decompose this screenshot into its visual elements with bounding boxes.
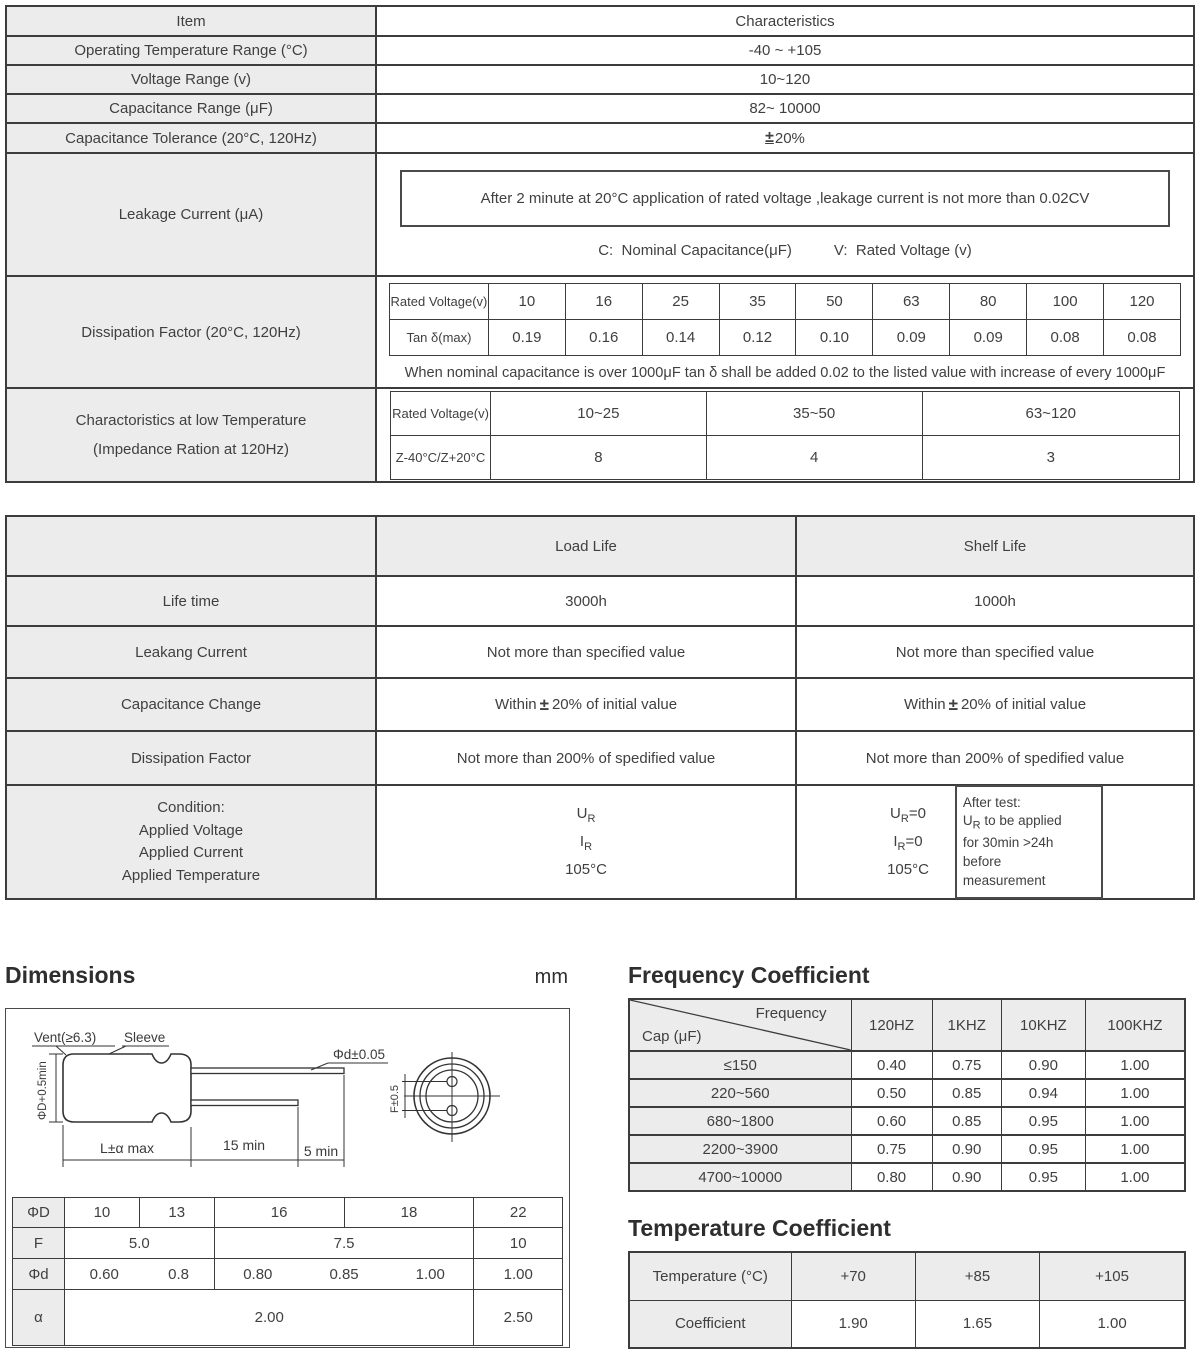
sleeve-label: Sleeve <box>124 1030 166 1045</box>
voltage-cell: 100 <box>1027 284 1104 320</box>
row-label-cell <box>7 37 377 64</box>
condition-line: Applied Current <box>138 844 244 861</box>
sleeve-leader-line <box>109 1046 126 1054</box>
row-label-cell <box>7 95 377 122</box>
temperature-header-row <box>629 1252 1185 1300</box>
capacitance-change-row <box>7 677 1193 730</box>
impedance-cell: 8 <box>491 435 707 479</box>
leakage-row <box>7 625 1193 677</box>
shelf-life-header-cell <box>797 517 1193 575</box>
frequency-col-header: 1KHZ <box>932 999 1001 1051</box>
plus-minus-symbol: ± <box>765 129 774 146</box>
shelf-value: Not more than specified value <box>895 643 1095 661</box>
coefficient-cell: 1.90 <box>791 1300 915 1348</box>
coef-cell: 0.75 <box>851 1135 932 1163</box>
condition-line: Applied Temperature <box>121 866 261 884</box>
header-item-cell <box>7 7 377 35</box>
alpha-cell: 2.00 <box>65 1290 474 1346</box>
load-value: Not more than specified value <box>486 643 686 661</box>
frequency-col-header: 120HZ <box>851 999 932 1051</box>
corner-frequency-label: Frequency <box>755 1005 827 1022</box>
diameter-cell: 18 <box>344 1198 474 1228</box>
life-header-empty-cell <box>7 517 377 575</box>
body-diameter-label: ΦD+0.5min <box>37 1061 49 1120</box>
tan-cell: 0.08 <box>1104 320 1181 356</box>
plus-minus-symbol: ± <box>539 694 549 714</box>
tip-min-label: 5 min <box>303 1143 339 1159</box>
applied-voltage-value <box>887 801 929 829</box>
impedance-cell: 3 <box>922 435 1180 479</box>
pitch-cell: 10 <box>474 1228 563 1259</box>
lead-diameter-label: Φd±0.05 <box>333 1047 385 1062</box>
range-cell: 63~120 <box>922 391 1180 435</box>
dissipation-row <box>7 730 1193 784</box>
voltage-cell: 63 <box>873 284 950 320</box>
coef-cell: 0.50 <box>851 1079 932 1107</box>
dimensions-section <box>5 962 570 1348</box>
tan-cell: 0.08 <box>1027 320 1104 356</box>
row-value-cell <box>377 66 1193 93</box>
lead-dia-row <box>13 1259 563 1290</box>
frequency-col-header: 100KHZ <box>1085 999 1185 1051</box>
row-label: Dissipation Factor <box>130 749 252 767</box>
coef-cell: 0.90 <box>932 1163 1001 1191</box>
cap-range-cell: 220~560 <box>629 1079 851 1107</box>
low-temperature-row <box>7 387 1193 481</box>
load-value-cell <box>377 577 797 625</box>
lead-dia-value: 1.00 <box>474 1259 563 1290</box>
diameter-cell: 16 <box>214 1198 344 1228</box>
cap-change-pre: Within <box>903 696 946 713</box>
coef-cell: 0.40 <box>851 1051 932 1079</box>
tan-cell: 0.09 <box>873 320 950 356</box>
capacitor-body-outline <box>63 1054 191 1122</box>
frequency-data-row <box>629 1051 1185 1079</box>
lead-dia-value: 0.85 <box>329 1265 359 1283</box>
coef-cell: 1.00 <box>1085 1079 1185 1107</box>
lead-dia-group2 <box>214 1259 474 1290</box>
row-label: Capacitance Range (μF) <box>109 100 273 117</box>
row-label-cell <box>7 732 377 784</box>
tolerance-row <box>7 122 1193 152</box>
coef-cell: 0.60 <box>851 1107 932 1135</box>
coefficient-cell: 1.00 <box>1040 1300 1185 1348</box>
row-label-cell <box>7 577 377 625</box>
corner-cap-label: Cap (μF) <box>642 1028 702 1045</box>
coef-cell: 0.80 <box>851 1163 932 1191</box>
leakage-note-text: After 2 minute at 20°C application of rated voltage ,leakage current is not more than 0.02CV <box>480 190 1090 207</box>
row-value-cell <box>377 124 1193 152</box>
coef-cell: 0.94 <box>1001 1079 1085 1107</box>
row-value: 82~ 10000 <box>749 100 821 117</box>
load-life-header-cell <box>377 517 797 575</box>
voltage-cell: 35 <box>719 284 796 320</box>
table-row <box>7 93 1193 122</box>
frequency-data-row <box>629 1107 1185 1135</box>
tan-cell: 0.19 <box>488 320 565 356</box>
row-value-cell <box>377 37 1193 64</box>
pitch-row <box>13 1228 563 1259</box>
header-item-label: Item <box>176 12 206 30</box>
shelf-value: 1000h <box>974 592 1016 610</box>
diameter-row <box>13 1198 563 1228</box>
life-header-row <box>7 517 1193 575</box>
condition-row <box>7 784 1193 898</box>
i-subscript: R <box>897 840 906 853</box>
coefficient-cell: 1.65 <box>915 1300 1039 1348</box>
life-time-row <box>7 575 1193 625</box>
vent-label: Vent(≥6.3) <box>34 1030 97 1045</box>
row-label: Dissipation Factor (20°C, 120Hz) <box>81 323 301 341</box>
range-cell: 10~25 <box>491 391 707 435</box>
alpha-head: α <box>13 1290 65 1346</box>
after-test-note-box <box>955 785 1103 899</box>
dissipation-tan-row <box>390 320 1181 356</box>
frequency-col-header: 10KHZ <box>1001 999 1085 1051</box>
u-subscript: R <box>587 812 596 825</box>
pitch-cell: 5.0 <box>65 1228 215 1259</box>
coef-cell: 0.95 <box>1001 1107 1085 1135</box>
leakage-current-row <box>7 152 1193 275</box>
life-table <box>5 515 1195 900</box>
table-row <box>7 64 1193 93</box>
u-subscript: R <box>972 820 981 833</box>
coef-cell: 0.90 <box>932 1135 1001 1163</box>
coefficient-row <box>629 1300 1185 1348</box>
row-value-cell <box>377 95 1193 122</box>
frequency-title: Frequency Coefficient <box>628 962 870 988</box>
cap-range-cell: 2200~3900 <box>629 1135 851 1163</box>
shelf-value-cell <box>797 627 1193 677</box>
table-row <box>7 35 1193 64</box>
voltage-cell: 120 <box>1104 284 1181 320</box>
load-value: Not more than 200% of spedified value <box>456 749 716 767</box>
row-label: Life time <box>162 592 220 610</box>
coef-cell: 0.85 <box>932 1079 1001 1107</box>
formula-v: V: Rated Voltage (v) <box>833 242 972 259</box>
diameter-cell: 13 <box>139 1198 214 1228</box>
coefficients-section <box>628 962 1186 1349</box>
load-life-label: Load Life <box>555 537 617 555</box>
tan-cell: 0.12 <box>719 320 796 356</box>
low-temp-z-head: Z-40°C/Z+20°C <box>391 435 491 479</box>
lead-dia-value: 0.60 <box>89 1265 119 1283</box>
dissipation-value-cell <box>377 277 1193 387</box>
header-characteristics-label: Characteristics <box>735 12 835 30</box>
coef-cell: 1.00 <box>1085 1051 1185 1079</box>
pitch-cell: 7.5 <box>214 1228 474 1259</box>
dimensions-title: Dimensions <box>5 962 136 988</box>
lead-dia-head: Φd <box>13 1259 65 1290</box>
row-label-cell <box>7 124 377 152</box>
load-condition-cell <box>377 786 797 898</box>
row-label-line2: (Impedance Ration at 120Hz) <box>93 441 289 458</box>
row-value: 10~120 <box>759 71 811 88</box>
coef-cell: 0.75 <box>932 1051 1001 1079</box>
applied-current-value <box>565 829 607 857</box>
row-label-cell <box>7 389 377 481</box>
frequency-table <box>628 998 1186 1192</box>
coef-cell: 0.95 <box>1001 1135 1085 1163</box>
load-value-cell <box>377 627 797 677</box>
condition-label-cell <box>7 786 377 898</box>
plus-minus-symbol: ± <box>948 694 958 714</box>
low-temp-impedance-row <box>391 435 1180 479</box>
coef-cell: 0.85 <box>932 1107 1001 1135</box>
cap-range-cell: 4700~10000 <box>629 1163 851 1191</box>
diameter-cell: 22 <box>474 1198 563 1228</box>
cap-change-post: 20% of initial value <box>551 696 678 713</box>
row-label: Leakang Current <box>135 643 247 661</box>
shelf-value-cell <box>797 732 1193 784</box>
low-temp-value-cell <box>377 389 1193 481</box>
lead-min-label: 15 min <box>222 1137 266 1153</box>
load-value: 3000h <box>565 592 607 610</box>
low-temp-voltage-head: Rated Voltage(v) <box>391 391 491 435</box>
cap-change-pre: Within <box>494 696 537 713</box>
body-length-label: L±α max <box>100 1140 154 1156</box>
coef-cell: 1.00 <box>1085 1163 1185 1191</box>
i-symbol: I <box>893 832 898 850</box>
after-test-line: before <box>962 853 1002 869</box>
tan-cell: 0.09 <box>950 320 1027 356</box>
temperature-title: Temperature Coefficient <box>628 1215 891 1241</box>
condition-line: Applied Voltage <box>138 821 244 839</box>
tan-cell: 0.16 <box>565 320 642 356</box>
frequency-data-row <box>629 1079 1185 1107</box>
voltage-cell: 80 <box>950 284 1027 320</box>
load-value-cell <box>377 679 797 730</box>
i-equals-zero: =0 <box>905 832 923 850</box>
shelf-value-cell <box>797 577 1193 625</box>
frequency-corner-cell <box>629 999 851 1051</box>
after-test-line: After test: <box>962 794 1021 810</box>
impedance-cell: 4 <box>706 435 922 479</box>
u-symbol: U <box>890 804 901 822</box>
load-condition-values <box>565 801 607 884</box>
dissipation-voltage-row <box>390 284 1181 320</box>
pitch-label: F±0.5 <box>389 1084 401 1113</box>
applied-current-value <box>887 829 929 857</box>
shelf-value: Not more than 200% of spedified value <box>865 749 1125 767</box>
bottom-lead <box>191 1100 298 1106</box>
dissipation-voltage-head: Rated Voltage(v) <box>390 284 489 320</box>
coef-cell: 0.95 <box>1001 1163 1085 1191</box>
i-symbol: I <box>579 832 585 850</box>
row-label: Capacitance Change <box>120 696 262 713</box>
dimensions-table <box>12 1197 563 1346</box>
formula-c: C: Nominal Capacitance(μF) <box>598 242 792 259</box>
leakage-value-cell <box>377 154 1193 275</box>
row-label: Capacitance Tolerance (20°C, 120Hz) <box>65 129 317 147</box>
alpha-cell: 2.50 <box>474 1290 563 1346</box>
shelf-condition-values <box>887 801 929 884</box>
dissipation-note: When nominal capacitance is over 1000μF tan δ shall be added 0.02 to the listed value with increase of every 1000μF <box>404 365 1166 381</box>
coef-cell: 1.00 <box>1085 1135 1185 1163</box>
cap-change-post: 20% of initial value <box>960 696 1087 713</box>
voltage-cell: 25 <box>642 284 719 320</box>
low-temp-voltage-row <box>391 391 1180 435</box>
leakage-note-box <box>400 170 1170 227</box>
tolerance-value: 20% <box>774 129 805 147</box>
lead-dia-group2-values <box>215 1266 474 1283</box>
tan-cell: 0.10 <box>796 320 873 356</box>
condition-line: Condition: <box>157 799 225 816</box>
row-label-cell <box>7 627 377 677</box>
temperature-cell: +85 <box>915 1252 1039 1300</box>
capacitor-drawing <box>6 1009 568 1190</box>
cap-range-cell: ≤150 <box>629 1051 851 1079</box>
pitch-head: F <box>13 1228 65 1259</box>
range-cell: 35~50 <box>706 391 922 435</box>
u-equals-zero: =0 <box>908 804 926 822</box>
top-lead <box>191 1068 344 1074</box>
load-value-cell <box>377 732 797 784</box>
row-label-cell <box>7 277 377 387</box>
lead-dia-value: 0.8 <box>168 1265 190 1283</box>
dimensions-box <box>5 1008 570 1348</box>
after-test-rest: to be applied <box>980 813 1062 829</box>
lead-dia-group1 <box>65 1259 215 1290</box>
row-label-line1: Charactoristics at low Temperature <box>75 411 307 429</box>
voltage-cell: 50 <box>796 284 873 320</box>
leakage-formula-line <box>598 242 972 259</box>
voltage-cell: 10 <box>488 284 565 320</box>
row-label-cell <box>7 66 377 93</box>
row-label: Voltage Range (v) <box>130 71 252 88</box>
row-label: Leakage Current (μA) <box>118 206 264 223</box>
applied-temperature-value: 105°C <box>887 861 929 879</box>
alpha-row <box>13 1290 563 1346</box>
u-subscript: R <box>900 812 909 825</box>
dimensions-unit: mm <box>534 966 568 988</box>
shelf-life-label: Shelf Life <box>963 537 1027 555</box>
lead-dia-value: 1.00 <box>415 1265 445 1283</box>
lead-dia-group1-values <box>65 1266 214 1283</box>
frequency-data-row <box>629 1163 1185 1191</box>
i-subscript: R <box>584 840 593 853</box>
diameter-head: ΦD <box>13 1198 65 1228</box>
applied-temperature-value: 105°C <box>565 861 607 879</box>
applied-voltage-value <box>565 801 607 829</box>
frequency-data-row <box>629 1135 1185 1163</box>
after-test-line: for 30min >24h <box>962 835 1054 851</box>
coefficient-head: Coefficient <box>629 1300 791 1348</box>
row-label: Operating Temperature Range (°C) <box>74 42 308 59</box>
after-test-line: measurement <box>962 872 1046 888</box>
characteristics-table <box>5 5 1195 483</box>
frequency-header-row <box>629 999 1185 1051</box>
u-symbol: U <box>962 813 973 829</box>
coef-cell: 1.00 <box>1085 1107 1185 1135</box>
temperature-head: Temperature (°C) <box>629 1252 791 1300</box>
low-temp-table <box>390 391 1180 480</box>
temperature-table <box>628 1251 1186 1349</box>
row-value: -40 ~ +105 <box>748 42 822 59</box>
temperature-cell: +105 <box>1040 1252 1185 1300</box>
lead-dia-value: 0.80 <box>243 1265 273 1283</box>
dissipation-tan-head: Tan δ(max) <box>390 320 489 356</box>
coef-cell: 0.90 <box>1001 1051 1085 1079</box>
table-header-row <box>7 7 1193 35</box>
tan-cell: 0.14 <box>642 320 719 356</box>
temperature-cell: +70 <box>791 1252 915 1300</box>
dissipation-table <box>389 283 1181 356</box>
u-symbol: U <box>576 804 588 822</box>
row-label-cell <box>7 154 377 275</box>
cap-range-cell: 680~1800 <box>629 1107 851 1135</box>
voltage-cell: 16 <box>565 284 642 320</box>
row-label-cell <box>7 679 377 730</box>
diameter-cell: 10 <box>65 1198 140 1228</box>
header-characteristics-cell <box>377 7 1193 35</box>
shelf-condition-cell <box>797 786 1193 898</box>
dimensions-heading-row <box>5 962 570 989</box>
shelf-value-cell <box>797 679 1193 730</box>
after-test-line <box>963 812 1095 834</box>
dissipation-factor-row <box>7 275 1193 387</box>
